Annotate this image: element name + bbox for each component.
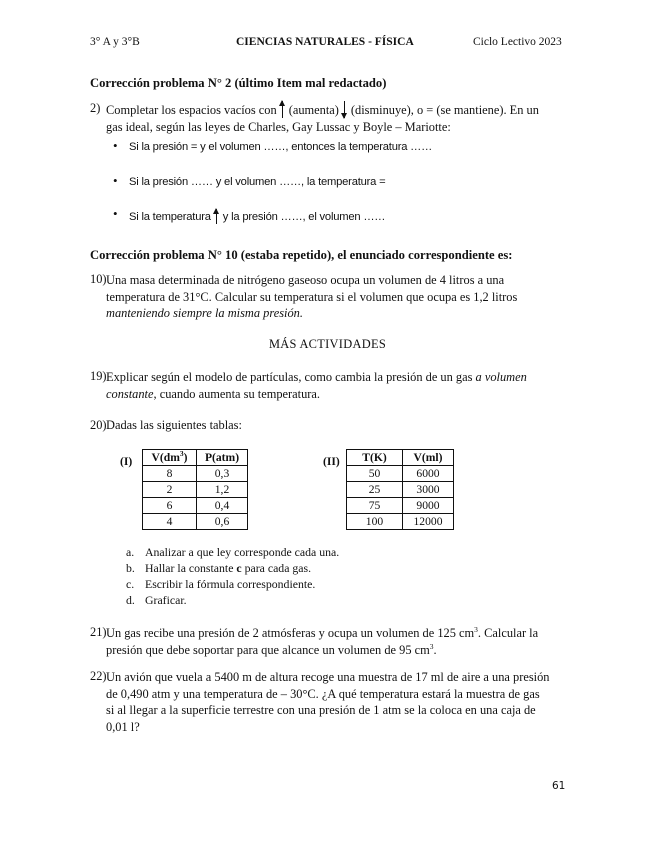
- problem-19-text-b: a volumen: [475, 370, 527, 384]
- table-cell: 12000: [403, 514, 454, 530]
- list-item-label: b.: [126, 561, 135, 575]
- problem-20-text: Dadas las siguientes tablas:: [106, 418, 242, 432]
- problem-2-text-c: (disminuye), o = (se mantiene). En un: [350, 103, 539, 117]
- bullet-item-3-b: y la presión ……, el volumen ……: [222, 211, 386, 223]
- problem-2-text-a: Completar los espacios vacíos con: [106, 103, 277, 117]
- table-cell: 0,3: [197, 466, 248, 482]
- section-title-correction-10: Corrección problema N° 10 (estaba repetido), el enunciado correspondiente es:: [90, 248, 513, 262]
- problem-2-text-b: (aumenta): [288, 103, 339, 117]
- table-row: [143, 482, 248, 498]
- table-cell: 6000: [403, 466, 454, 482]
- table-cell: 2: [143, 482, 197, 498]
- problem-number-20: 20): [90, 418, 107, 432]
- bullet-item-2: Si la presión …… y el volumen ……, la temperatura =: [129, 176, 386, 188]
- header-year: Ciclo Lectivo 2023: [473, 36, 562, 48]
- problem-21-line2-end: .: [433, 642, 437, 657]
- table-cell: 0,6: [197, 514, 248, 530]
- list-item-text: Escribir la fórmula correspondiente.: [145, 577, 316, 591]
- problem-10-line2: temperatura de 31°C. Calcular su temperatura si el volumen que ocupa es 1,2 litros: [106, 289, 518, 304]
- problem-number-2: 2): [90, 101, 101, 115]
- problem-22-line3: si al llegar a la superficie terrestre con una presión de 1 atm se la coloca en una caja de: [106, 703, 536, 718]
- problem-2-text: [106, 101, 565, 135]
- table-cell: 25: [347, 482, 403, 498]
- table-1-header-volume-exp: 3: [179, 449, 184, 458]
- problem-10-line3: manteniendo siempre la misma presión.: [106, 306, 303, 321]
- table-1-header-volume-text: V(dm: [151, 451, 180, 464]
- table-1: [142, 449, 248, 530]
- bullet-icon: •: [113, 206, 118, 221]
- table-2: [346, 449, 454, 530]
- problem-22-line2: de 0,490 atm y una temperatura de – 30°C. ¿A qué temperatura estará la muestra de gas: [106, 686, 540, 701]
- problem-21-line1-end: . Calcular la: [477, 626, 539, 640]
- problem-22-text: [106, 669, 565, 735]
- problem-21-line2: presión que debe soportar para que alcance un volumen de 95 cm: [106, 642, 430, 657]
- problem-22-line4: 0,01 l?: [106, 719, 140, 734]
- list-item-b: [126, 561, 311, 576]
- page-number: 61: [552, 780, 566, 792]
- table-cell: 0,4: [197, 498, 248, 514]
- table-row: [143, 466, 248, 482]
- table-cell: 9000: [403, 498, 454, 514]
- problem-2-text-line2: gas ideal, según las leyes de Charles, Gay Lussac y Boyle – Mariotte:: [106, 119, 451, 134]
- table-1-label: (I): [120, 455, 133, 468]
- table-cell: 100: [347, 514, 403, 530]
- table-row: [347, 514, 454, 530]
- list-item-text: Analizar a que ley corresponde cada una.: [145, 545, 340, 559]
- list-item-text-end: para cada gas.: [241, 561, 312, 575]
- problem-10-text: [106, 272, 565, 322]
- problem-19-text-a: Explicar según el modelo de partículas, como cambia la presión de un gas: [106, 370, 473, 384]
- table-row: [347, 466, 454, 482]
- problem-19-text-c: constante: [106, 386, 154, 401]
- list-item-label: a.: [126, 545, 135, 559]
- header-subject: CIENCIAS NATURALES - FÍSICA: [236, 36, 414, 48]
- table-cell: 4: [143, 514, 197, 530]
- problem-number-21: 21): [90, 625, 107, 639]
- arrow-down-icon: [342, 101, 348, 118]
- table-row: [143, 514, 248, 530]
- table-2-header-temperature: T(K): [347, 450, 403, 466]
- table-2-header-volume: V(ml): [403, 450, 454, 466]
- table-cell: 3000: [403, 482, 454, 498]
- more-activities-heading: [0, 337, 655, 352]
- table-cell: 8: [143, 466, 197, 482]
- problem-number-22: 22): [90, 669, 107, 683]
- problem-10-line1: Una masa determinada de nitrógeno gaseoso ocupa un volumen de 4 litros a una: [106, 273, 505, 287]
- table-cell: 75: [347, 498, 403, 514]
- list-item-label: d.: [126, 593, 135, 607]
- bullet-item-3: [129, 209, 385, 224]
- problem-21-text: [106, 625, 565, 658]
- table-1-header-volume: [143, 450, 197, 466]
- bullet-icon: •: [113, 138, 118, 153]
- section-title-correction-2: Corrección problema N° 2 (último Item mal redactado): [90, 76, 387, 90]
- problem-21-line1: Un gas recibe una presión de 2 atmósferas y ocupa un volumen de 125 cm: [106, 626, 475, 640]
- list-item-d: [126, 593, 187, 608]
- table-row: [347, 498, 454, 514]
- table-1-header-pressure: P(atm): [197, 450, 248, 466]
- list-item-a: [126, 545, 339, 560]
- bullet-item-1: Si la presión = y el volumen ……, entonces la temperatura ……: [129, 141, 433, 153]
- more-activities-text: MÁS ACTIVIDADES: [268, 337, 387, 351]
- table-row: [347, 482, 454, 498]
- problem-19-text: [106, 369, 565, 402]
- list-item-label: c.: [126, 577, 135, 591]
- problem-19-text-d: , cuando aumenta su temperatura.: [153, 386, 321, 401]
- header-course: 3° A y 3°B: [90, 36, 140, 48]
- problem-22-line1: Un avión que vuela a 5400 m de altura recoge una muestra de 17 ml de aire a una presión: [106, 670, 550, 684]
- problem-number-10: 10): [90, 272, 107, 286]
- list-item-c: [126, 577, 315, 592]
- problem-21-line2-exp: 3: [429, 641, 434, 651]
- list-item-constant: c: [236, 561, 242, 575]
- problem-number-19: 19): [90, 369, 107, 383]
- table-2-label: (II): [323, 455, 340, 468]
- table-cell: 50: [347, 466, 403, 482]
- table-1-header-volume-close: ): [183, 451, 188, 464]
- list-item-text: Hallar la constante: [145, 561, 237, 575]
- bullet-item-3-a: Si la temperatura: [129, 211, 211, 223]
- table-cell: 6: [143, 498, 197, 514]
- list-item-text: Graficar.: [145, 593, 187, 607]
- table-cell: 1,2: [197, 482, 248, 498]
- table-row: [143, 498, 248, 514]
- problem-21-line1-exp: 3: [474, 625, 478, 634]
- arrow-up-icon: [280, 101, 286, 118]
- bullet-icon: •: [113, 173, 118, 188]
- arrow-up-icon: [214, 209, 220, 224]
